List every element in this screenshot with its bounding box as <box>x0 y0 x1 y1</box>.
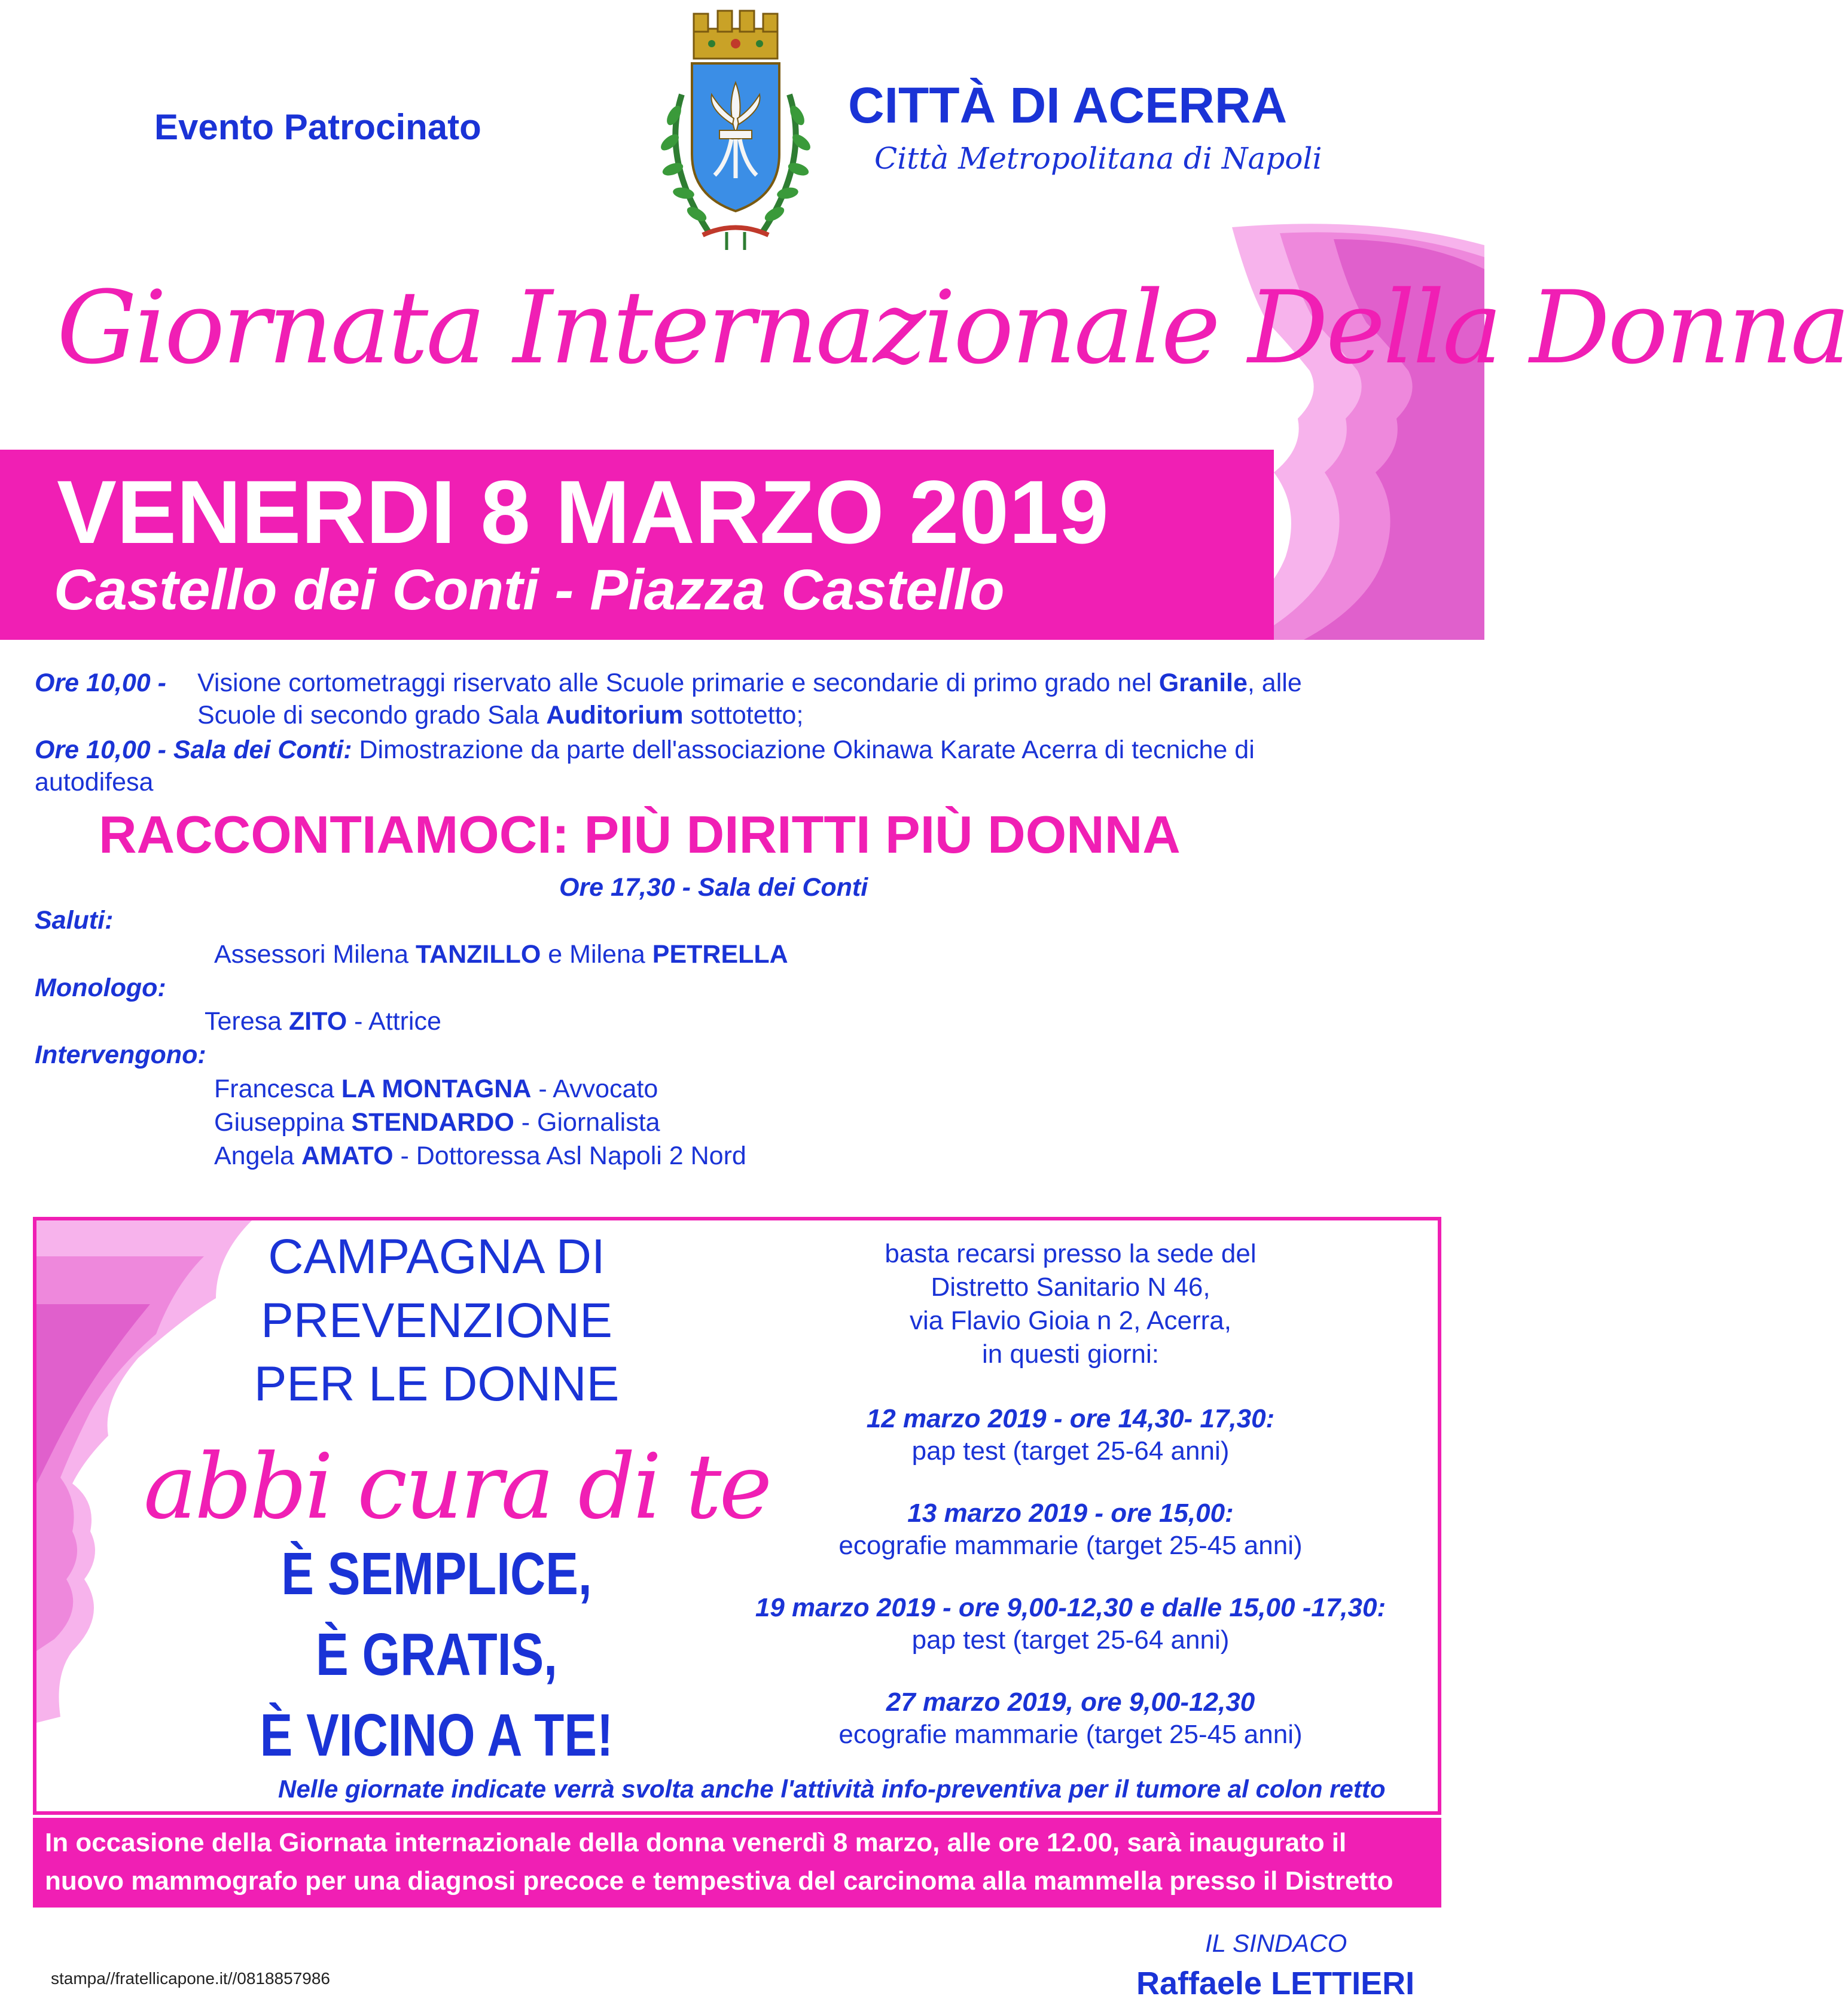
campaign-line: PREVENZIONE <box>261 1293 612 1348</box>
saluti-label: Saluti: <box>35 906 114 935</box>
campaign-line: CAMPAGNA DI <box>268 1229 605 1284</box>
inauguration-text: In occasione della Giornata internazionale della donna venerdì 8 marzo, alle ore 12.00, sarà inaugurato il nuovo mammografo per una diagnosi precoce e tempestiva del carcinoma alla mammella presso il Distretto sanitario Asl Na2 Nord di Acerra. <box>45 1828 1393 1934</box>
schedule-service: ecografie mammarie (target 25-45 anni) <box>838 1720 1303 1749</box>
event-date: VENERDI 8 MARZO 2019 <box>57 462 1109 562</box>
morning-item-2: Ore 10,00 - Sala dei Conti: Dimostrazione da parte dell'associazione Okinawa Karate Acerra di tecniche di autodifesa <box>35 736 1255 796</box>
section-time: Ore 17,30 - Sala dei Conti <box>559 873 868 902</box>
speaker-row: Angela AMATO - Dottoressa Asl Napoli 2 Nord <box>214 1142 746 1170</box>
intervengono-label: Intervengono: <box>35 1040 206 1069</box>
campaign-line: PER LE DONNE <box>254 1357 620 1411</box>
speaker-row: Giuseppina STENDARDO - Giornalista <box>214 1108 660 1137</box>
campaign-claim: È VICINO A TE! <box>260 1702 614 1769</box>
city-name: CITTÀ DI ACERRA <box>848 77 1288 133</box>
morning-time-2: Ore 10,00 - Sala dei Conti: <box>35 736 352 764</box>
campaign-slogan: abbi cura di te <box>144 1435 770 1539</box>
metro-city-name: Città Metropolitana di Napoli <box>874 141 1322 176</box>
monologo-label: Monologo: <box>35 973 166 1002</box>
saluti-speakers: Assessori Milena TANZILLO e Milena PETRELLA <box>214 940 788 969</box>
printer-credit: stampa//fratellicapone.it//0818857986 <box>51 1969 330 1988</box>
schedule-date: 27 marzo 2019, ore 9,00-12,30 <box>886 1687 1255 1717</box>
campaign-intro: in questi giorni: <box>982 1339 1159 1369</box>
campaign-intro: basta recarsi presso la sede del <box>885 1239 1257 1268</box>
event-venue: Castello dei Conti - Piazza Castello <box>54 558 1005 622</box>
schedule-service: pap test (target 25-64 anni) <box>911 1436 1230 1466</box>
city-crest-icon <box>637 5 834 256</box>
event-title: Giornata Internazionale Della Donna <box>57 269 1848 386</box>
morning-item-1: Ore 10,00 - Visione cortometraggi riservato alle Scuole primarie e secondarie di primo grado nel Granile, alle Scuole di secondo grado Sala Auditorium sottotetto; <box>35 669 1302 730</box>
monologo-speaker: Teresa ZITO - Attrice <box>205 1007 441 1036</box>
schedule-service: pap test (target 25-64 anni) <box>911 1625 1230 1655</box>
patronage-label: Evento Patrocinato <box>154 107 481 147</box>
campaign-intro: via Flavio Gioia n 2, Acerra, <box>909 1306 1231 1335</box>
campaign-claim: È SEMPLICE, <box>281 1540 592 1607</box>
mayor-name: Raffaele LETTIERI <box>1136 1966 1415 2001</box>
mayor-label: IL SINDACO <box>1205 1929 1347 1957</box>
campaign-note: Nelle giornate indicate verrà svolta anche l'attività info-preventiva per il tumore al colon retto <box>278 1775 1386 1803</box>
morning-time-1: Ore 10,00 - <box>35 669 166 697</box>
campaign-intro: Distretto Sanitario N 46, <box>931 1272 1210 1302</box>
schedule-date: 12 marzo 2019 - ore 14,30- 17,30: <box>866 1404 1275 1433</box>
schedule-date: 19 marzo 2019 - ore 9,00-12,30 e dalle 15,00 -17,30: <box>755 1593 1386 1622</box>
campaign-claim: È GRATIS, <box>316 1621 557 1688</box>
section-title: RACCONTIAMOCI: PIÙ DIRITTI PIÙ DONNA <box>99 805 1181 864</box>
schedule-service: ecografie mammarie (target 25-45 anni) <box>838 1531 1303 1560</box>
schedule-date: 13 marzo 2019 - ore 15,00: <box>907 1499 1234 1528</box>
speaker-row: Francesca LA MONTAGNA - Avvocato <box>214 1075 658 1103</box>
